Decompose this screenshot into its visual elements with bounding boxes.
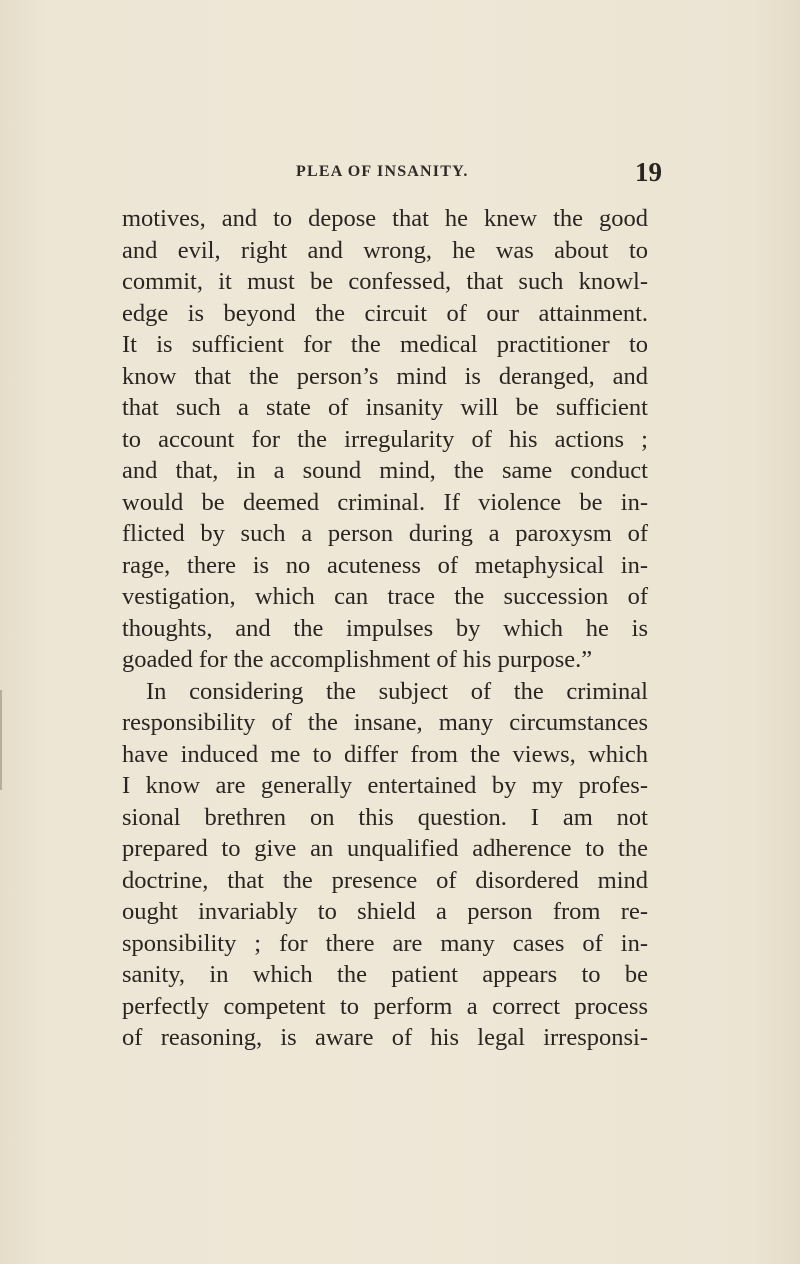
text-line: motives, and to depose that he knew the good: [122, 205, 648, 232]
text-line: perfectly competent to perform a correct process: [122, 992, 648, 1020]
page-edge-mark: [0, 690, 2, 790]
text-line: responsibility of the insane, many circumstances: [122, 709, 648, 736]
text-line: sponsibility ; for there are many cases of in-: [122, 929, 648, 957]
text-line: goaded for the accomplishment of his purpose.”: [122, 646, 593, 673]
text-line: that such a state of insanity will be sufficient: [122, 394, 648, 421]
text-line: would be deemed criminal. If violence be in-: [122, 488, 648, 516]
text-line: have induced me to differ from the views, which: [122, 740, 648, 768]
text-line: vestigation, which can trace the succession of: [122, 583, 648, 610]
text-line: of reasoning, is aware of his legal irresponsi-: [122, 1024, 648, 1051]
text-line: sional brethren on this question. I am not: [122, 803, 648, 831]
text-line: to account for the irregularity of his actions ;: [122, 425, 648, 453]
text-line: edge is beyond the circuit of our attainment.: [122, 299, 648, 327]
text-line: It is sufficient for the medical practitioner to: [122, 331, 648, 358]
text-line: know that the person’s mind is deranged, and: [122, 362, 648, 390]
text-line: commit, it must be confessed, that such knowl-: [122, 268, 648, 295]
page-number: 19: [635, 157, 662, 187]
paragraph-start-line: In considering the subject of the criminal: [146, 677, 648, 705]
text-line: doctrine, that the presence of disordered mind: [122, 866, 648, 894]
text-line: I know are generally entertained by my profes-: [122, 772, 648, 799]
body-text: [122, 203, 648, 1054]
text-line: flicted by such a person during a paroxysm of: [122, 520, 648, 547]
text-line: rage, there is no acuteness of metaphysical in-: [122, 551, 648, 579]
text-line: ought invariably to shield a person from re-: [122, 898, 648, 925]
text-line: and that, in a sound mind, the same conduct: [122, 457, 648, 484]
text-line: and evil, right and wrong, he was about to: [122, 236, 648, 264]
text-line: thoughts, and the impulses by which he is: [122, 614, 648, 642]
running-head-title: PLEA OF INSANITY.: [296, 163, 469, 180]
text-line: prepared to give an unqualified adherence to the: [122, 835, 648, 862]
running-head: [0, 157, 800, 189]
text-line: sanity, in which the patient appears to be: [122, 961, 648, 988]
